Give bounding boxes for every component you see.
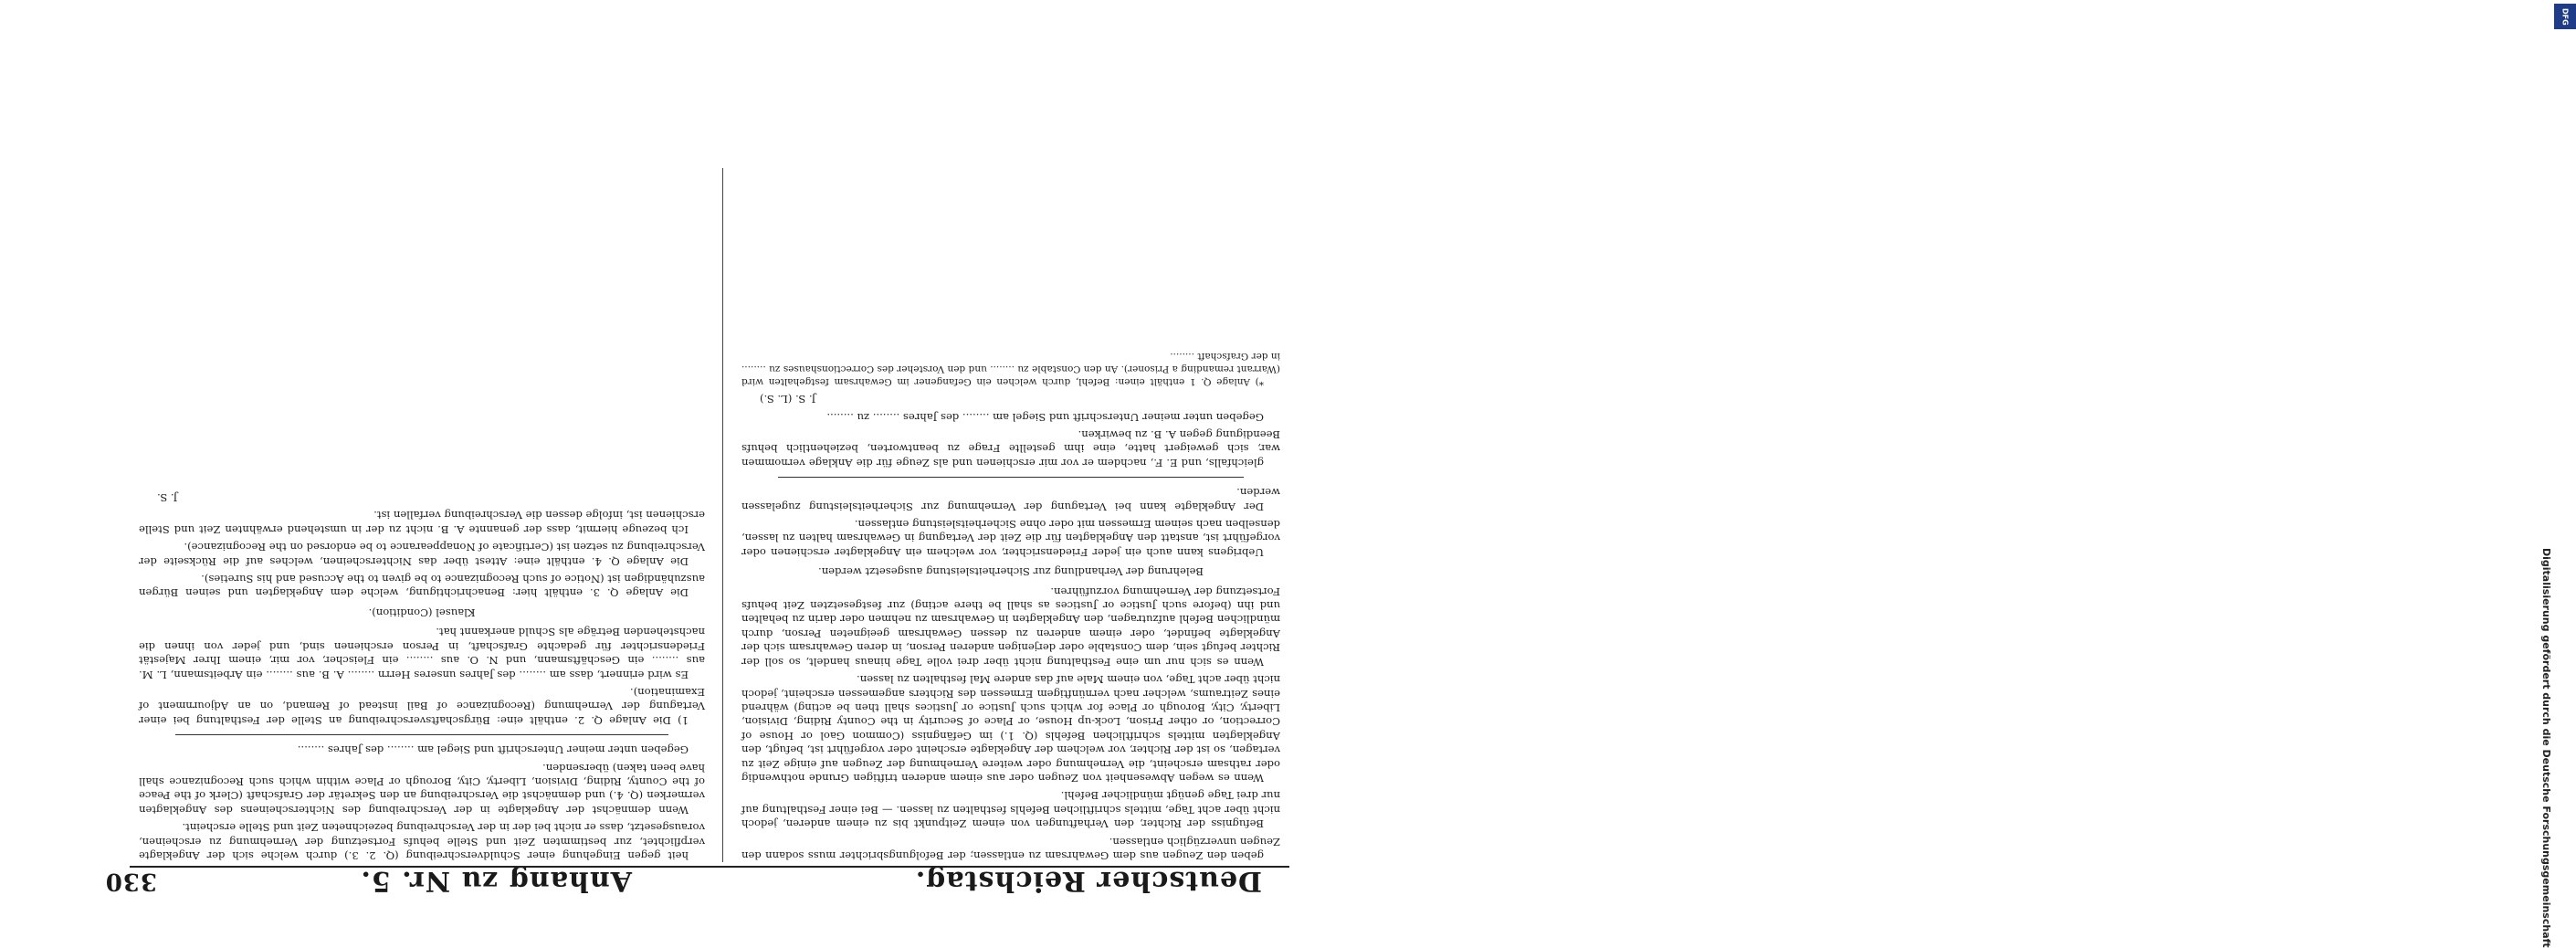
signature: J. S. (L. S.) — [760, 393, 816, 406]
signature: J. S. — [157, 491, 178, 505]
header-rule — [130, 866, 1289, 868]
paragraph: geben den Zeugen aus dem Gewahrsam zu entlassen; der Befolgungsbrichter muss sodann den Zeugen unverzüglich entlassen. — [741, 835, 1280, 862]
paragraph: Wenn demnächst der Angeklagte in der Verschreibung des Nichterscheinens des Angeklagten vermerken (Q. 4.) und demnächst die Verschreibung an den Sekretär der Grafschaft (Clerk of the Peace of the County, Riding, Division, Liberty, City, Borough or Place within which such Recognizance shall have been taken) übersenden. — [139, 761, 705, 816]
paragraph: Wenn es wegen Abwesenheit von Zeugen oder aus einem anderen triftigen Grunde nothwendig oder rathsam erscheint, die Vernehmung oder weitere Vernehmung der Zeugen auf einige Zeit zu vertagen, so ist der Richter, vor welchem der Angeklagte erscheint oder vorgeführt ist, befugt, den Angeklagten mittels schriftlichen Befehls (Q. 1.) im Gefängniss (Common Gaol or House of Correction, or other Prison, Lock-up House, or Place of Security in the County Riding, Division, Liberty, City, Borough or Place for which such Justice or Justices shall then be acting) während eines Zeitraums, welcher nach vernünftigem Ermessen des Richters angemessen erscheint, jedoch nicht über acht Tage, von einem Male auf das andere Mal festhalten zu lassen. — [741, 673, 1280, 785]
paragraph: Gegeben unter meiner Unterschrift und Siegel am ........ des Jahres ........ zu ........ — [826, 410, 1264, 424]
page-number: 330 — [104, 868, 157, 895]
paragraph: Uebrigens kann auch ein jeder Friedensrichter, vor welchem ein Angeklagter erschienen oder vorgeführt ist, anstatt den Angeklagten für die Zeit der Vertagung in Gewahrsam halten zu lassen, denselben nach seinem Ermessen mit oder ohne Sicherheitsleistung entlassen. — [741, 518, 1280, 559]
paragraph: 1) Die Anlage Q. 2. enthält eine: Bürgschaftsverschreibung an Stelle der Festhaltung bei einer Vertagung der Vernehmung (Recognizance of Bail instead of Remand, on an Adjournment of Examination). — [139, 685, 705, 727]
dfg-logo: DFG — [2554, 4, 2576, 29]
section-rule — [175, 734, 668, 735]
newspaper-page — [0, 0, 1308, 913]
paragraph: Befugniss der Richter, den Verhaftungen von einem Zeitpunkt bis zu einem anderen, jedoch nicht über acht Tage, mittels schriftlichen Befehls festhalten zu lassen. — Bei einer Festhaltung auf nur drei Tage genügt mündlicher Befehl. — [741, 789, 1280, 831]
text-column-right — [139, 168, 705, 862]
paragraph: Wenn es sich nur um eine Festhaltung nicht über drei volle Tage hinaus handelt, so soll der Richter befugt sein, dem Constable oder derjenigen anderen Person, in deren Gewahrsam sich der Angeklagte befindet, oder einem anderen zu dessen Gewahrsam geeigneten Person, durch mündlichen Befehl aufzutragen, den Angeklagten in Gewahrsam zu nehmen oder darin zu behalten und ihn (before such Justice or Justices as shall be there acting) zur festgesetzten Zeit behufs Fortsetzung der Vernehmung vorzuführen. — [741, 585, 1280, 669]
paragraph: heit gegen Eingehung einer Schuldverschreibung (Q. 2. 3.) durch welche sich der Angeklagte verpflichtet, zur bestimmten Zeit und Stelle behufs Fortsetzung der Vernehmung zu erscheinen, vorausgesetzt, dass er nicht bei der in der Verschreibung bezeichneten Zeit und Stelle erscheint. — [139, 821, 705, 862]
section-rule — [778, 477, 1244, 478]
footnote: *) Anlage Q. 1 enthält einen: Befehl, durch welchen ein Gefangener im Gewahrsam festgehalten wird (Warrant remanding a Prisoner). An den Constable zu ........ und den Vorsteher des Correctionshauses zu ........ in der Grafschaft ........ — [741, 350, 1280, 387]
digitization-notice: Digitalisierung gefördert durch die Deutsche Forschungsgemeinschaft — [2540, 548, 2552, 948]
newspaper-title: Deutscher Reichstag. — [914, 865, 1262, 897]
paragraph: Gegeben unter meiner Unterschrift und Siegel am ........ des Jahres ........ — [297, 743, 689, 757]
page-header — [104, 864, 1289, 901]
section-heading: Belehrung der Verhandlung zur Sicherheitsleistung ausgesetzt werden. — [818, 565, 1204, 579]
paragraph: Der Angeklagte kann bei Vertagung der Vernehmung zur Sicherheitsleistung zugelassen werden. — [741, 486, 1280, 513]
supplement-title: Anhang zu Nr. 5. — [360, 865, 632, 897]
paragraph: gleichfalls, und E. F., nachdem er vor mir erschienen und als Zeuge für die Anklage vernommen war, sich geweigert hatte, eine ihm gestellte Frage zu beantworten, beziehentlich behufs Beendigung gegen A. B. zu bewirken. — [741, 428, 1280, 469]
text-column-left — [741, 168, 1280, 862]
paragraph: Es wird erinnert, dass am ........ des Jahres unseres Herrn ........ A. B. aus ........ ein Arbeitsmann, L. M. aus ........ ein Geschäftsmann, und N. O. aus ........ ein Fleischer, vor mir, einem Ihrer Majestät Friedensrichter für gedachte Grafschaft, in Person erschienen sind, und jeder von ihnen die nachstehenden Beträge als Schuld anerkannt hat. — [139, 626, 705, 681]
column-divider — [722, 168, 723, 862]
paragraph: Die Anlage Q. 4. enthält eine: Attest über das Nichterscheinen, welches auf die Rückseite der Verschreibung zu setzen ist (Certificate of Nonappearance to be endorsed on the Recognizance). — [139, 541, 705, 568]
condition-heading: Klausel (Condition). — [368, 606, 476, 619]
paragraph: Die Anlage Q. 3. enthält hier: Benachrichtigung, welche dem Angeklagten und seinen Bürgen auszuhändigen ist (Notice of such Recognizance to be given to the Accused and his Sureties). — [139, 573, 705, 600]
paragraph: Ich bezeuge hiermit, dass der genannte A. B. nicht zu der in umstehend erwähnten Zeit und Stelle erschienen ist, infolge dessen die Verschreibung verfallen ist. — [139, 509, 705, 536]
digitization-strip — [1274, 0, 2570, 948]
